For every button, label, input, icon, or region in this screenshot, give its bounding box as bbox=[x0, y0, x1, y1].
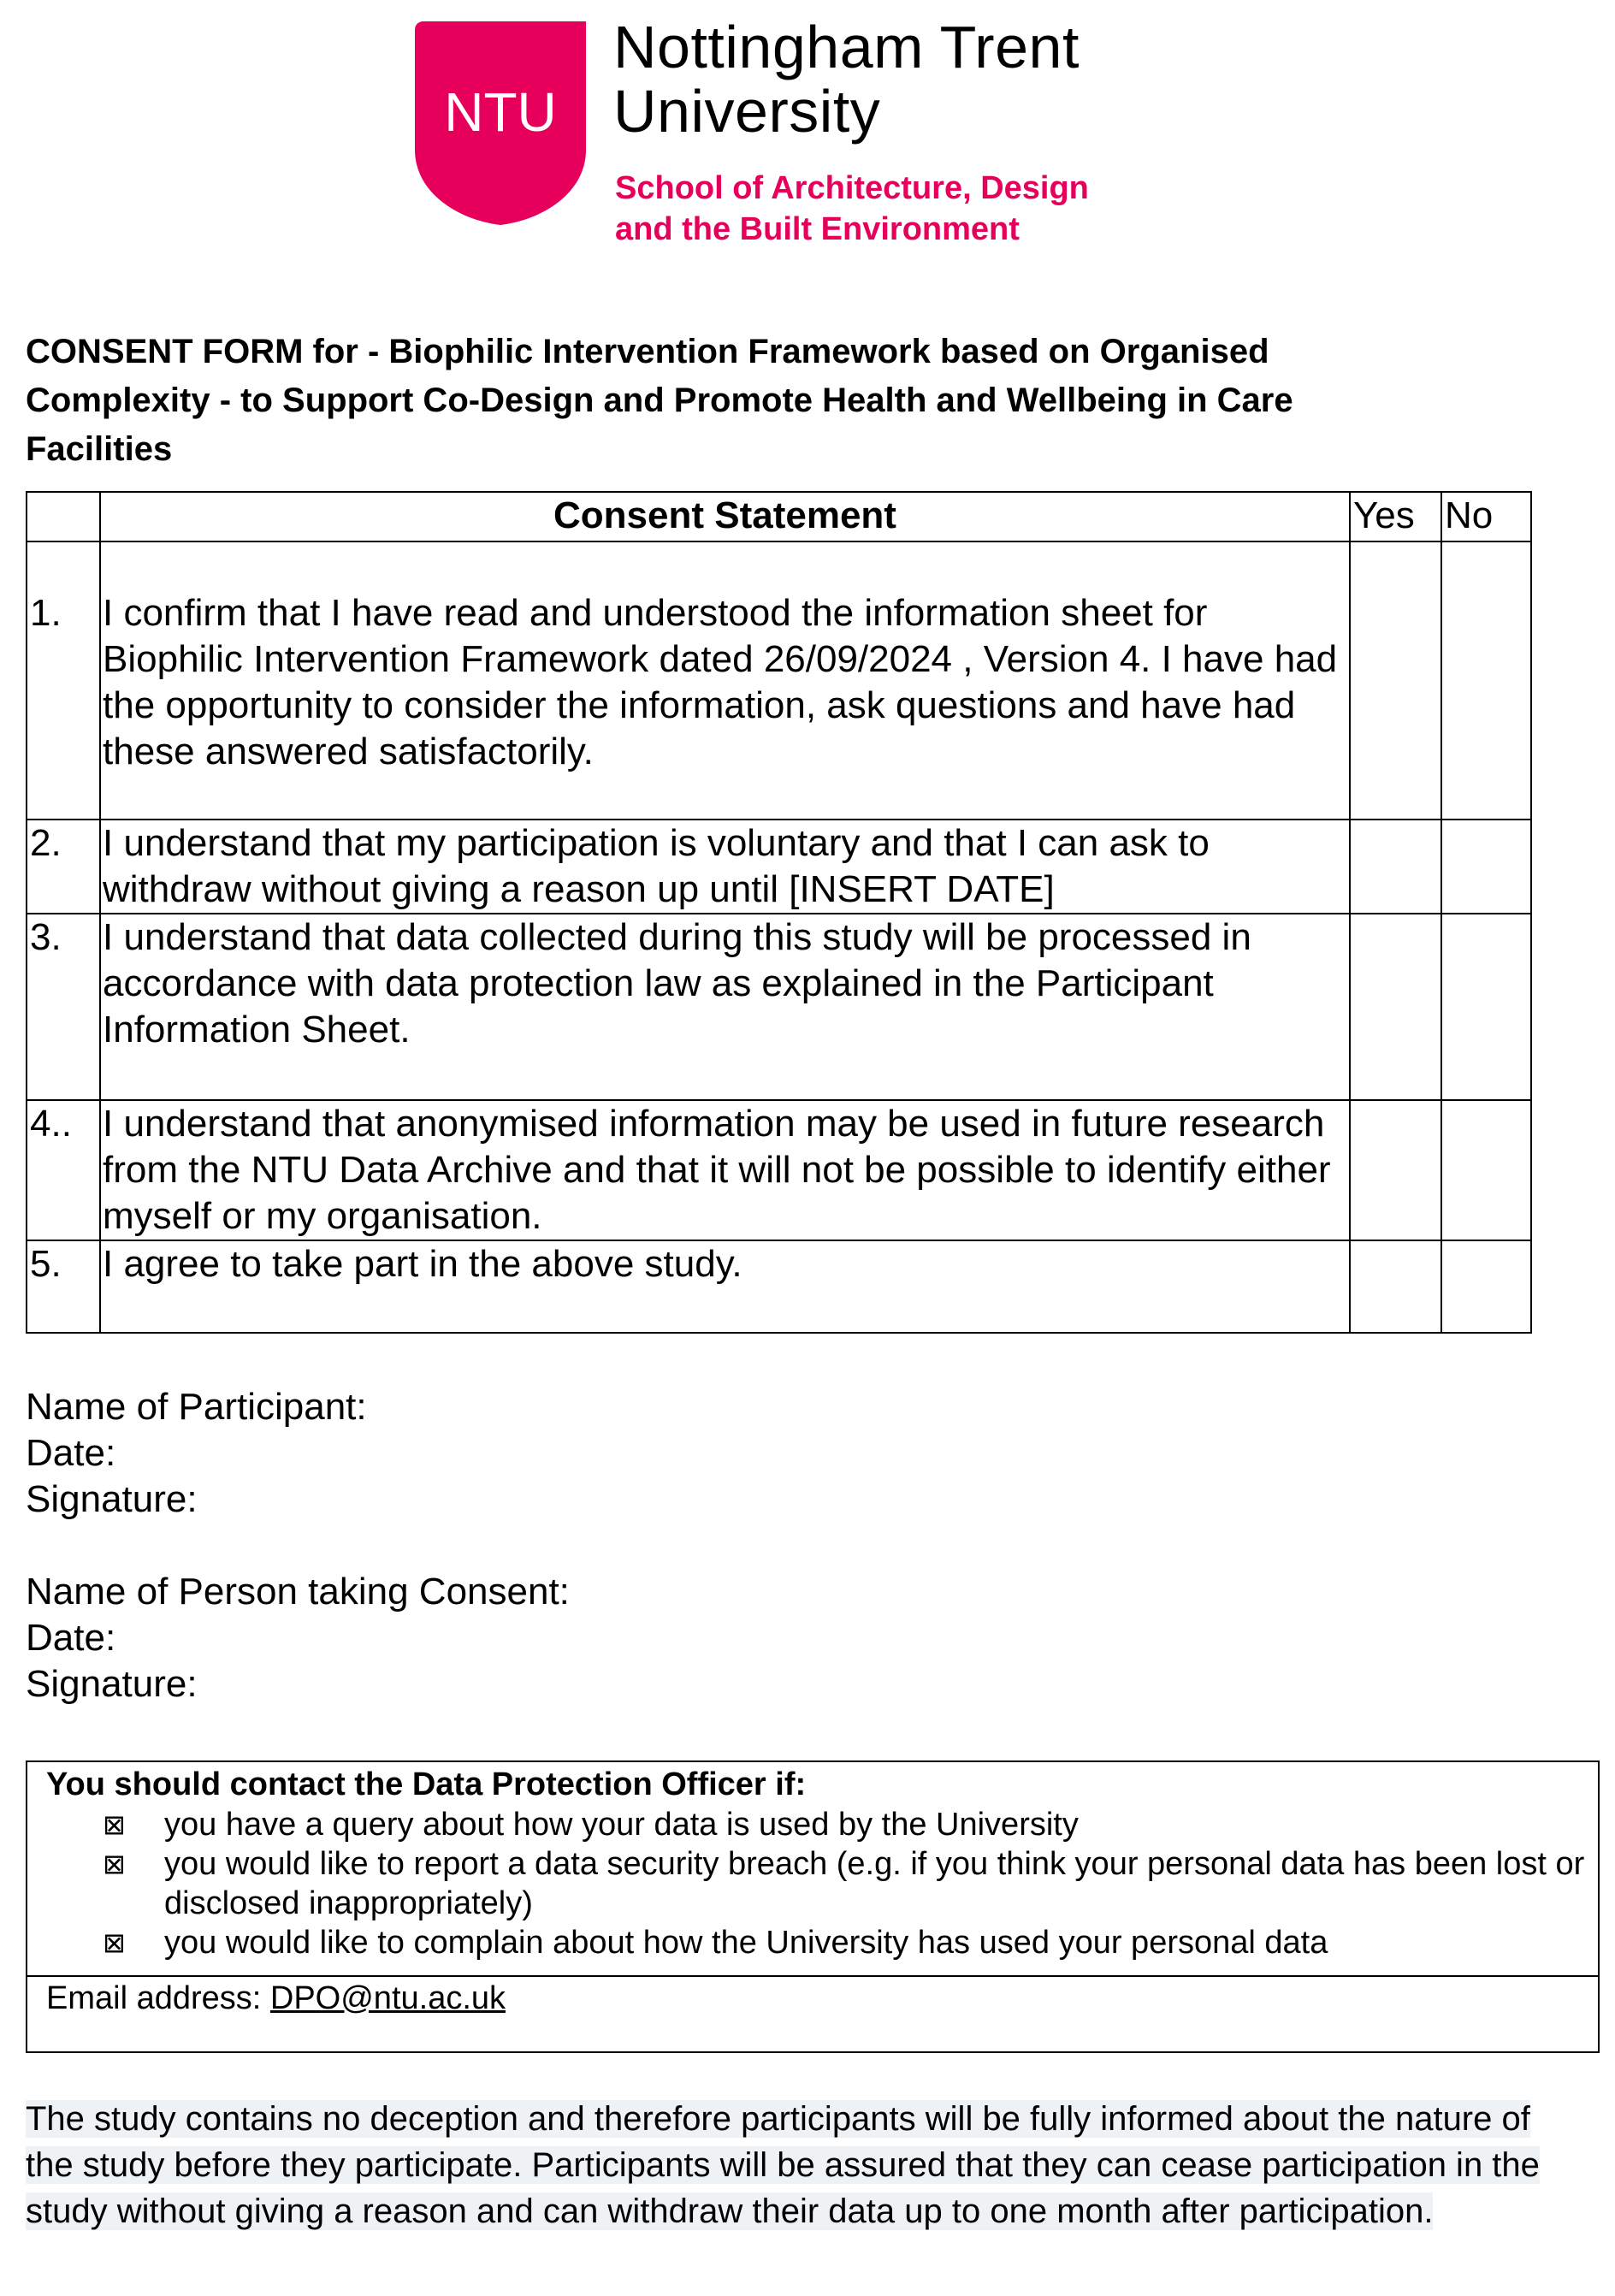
study-note bbox=[26, 2096, 1582, 2234]
list-item bbox=[27, 1805, 1593, 1844]
yes-cell[interactable] bbox=[1350, 820, 1441, 914]
consent-taker-signature-label: Signature: bbox=[26, 1663, 198, 1705]
checkbox-bullet-icon: ⊠ bbox=[103, 1926, 126, 1959]
university-name-line1: Nottingham Trent bbox=[613, 14, 1080, 80]
yes-cell[interactable] bbox=[1350, 914, 1441, 1100]
participant-name-label: Name of Participant: bbox=[26, 1386, 367, 1428]
statement-header: Consent Statement bbox=[100, 492, 1350, 541]
no-cell[interactable] bbox=[1441, 1240, 1531, 1333]
dpo-divider bbox=[27, 1975, 1598, 1977]
yes-header: Yes bbox=[1350, 492, 1441, 541]
form-title: CONSENT FORM for - Biophilic Intervention Framework based on Organised Complexity - to Support Co-Design and Promote Health and Wellbeing in Care Facilities bbox=[26, 333, 1293, 468]
consent-table bbox=[26, 491, 1532, 1334]
consent-taker-name-label: Name of Person taking Consent: bbox=[26, 1571, 570, 1613]
checkbox-bullet-icon: ⊠ bbox=[103, 1808, 126, 1841]
dpo-contact-box bbox=[26, 1760, 1600, 2053]
logo-text: NTU bbox=[444, 81, 557, 143]
checkbox-bullet-icon: ⊠ bbox=[103, 1848, 126, 1880]
dpo-item-text: you would like to complain about how the University has used your personal data bbox=[164, 1925, 1328, 1961]
dpo-email-row bbox=[46, 1978, 506, 2019]
school-name-line1: School of Architecture, Design bbox=[615, 170, 1089, 206]
list-item bbox=[27, 1844, 1593, 1923]
statement-text: I understand that anonymised information may be used in future research from the NTU Data Archive and that it will not be possible to identify either myself or my organisation. bbox=[100, 1100, 1350, 1240]
table-row bbox=[27, 914, 1531, 1100]
dpo-email-link[interactable]: DPO@ntu.ac.uk bbox=[269, 1980, 506, 2016]
no-header: No bbox=[1441, 492, 1531, 541]
participant-fields bbox=[26, 1384, 367, 1523]
study-note-text: The study contains no deception and therefore participants will be fully informed about the nature of the study before they participate. Participants will be assured that they can cease participation in the study without giving a reason and can withdraw their data up to one month after participation. bbox=[26, 2100, 1540, 2230]
participant-signature-label: Signature: bbox=[26, 1478, 198, 1520]
yes-cell[interactable] bbox=[1350, 1240, 1441, 1333]
no-cell[interactable] bbox=[1441, 820, 1531, 914]
table-row bbox=[27, 1100, 1531, 1240]
school-name bbox=[615, 168, 1089, 250]
dpo-list bbox=[27, 1805, 1593, 1962]
dpo-email-label: Email address: bbox=[46, 1980, 270, 2016]
university-name bbox=[613, 15, 1080, 144]
statement-text: I confirm that I have read and understood the information sheet for Biophilic Intervention Framework dated 26/09/2024 , Version 4. I have had the opportunity to consider the information, ask questions and have had these answered satisfactorily. bbox=[100, 541, 1350, 820]
statement-text: I agree to take part in the above study. bbox=[100, 1240, 1350, 1333]
row-number: 5. bbox=[27, 1240, 100, 1333]
no-cell[interactable] bbox=[1441, 1100, 1531, 1240]
table-row bbox=[27, 820, 1531, 914]
consent-taker-date-label: Date: bbox=[26, 1617, 116, 1659]
participant-date-label: Date: bbox=[26, 1432, 116, 1474]
school-name-line2: and the Built Environment bbox=[615, 211, 1020, 247]
no-cell[interactable] bbox=[1441, 914, 1531, 1100]
dpo-title: You should contact the Data Protection Officer if: bbox=[46, 1766, 807, 1802]
yes-cell[interactable] bbox=[1350, 541, 1441, 820]
table-row bbox=[27, 1240, 1531, 1333]
dpo-item-text: you would like to report a data security breach (e.g. if you think your personal data has been lost or disclosed inappropriately) bbox=[164, 1846, 1585, 1921]
row-number: 4.. bbox=[27, 1100, 100, 1240]
table-header-row bbox=[27, 492, 1531, 541]
row-number: 2. bbox=[27, 820, 100, 914]
row-number: 1. bbox=[27, 541, 100, 820]
university-name-line2: University bbox=[613, 78, 881, 145]
dpo-item-text: you have a query about how your data is used by the University bbox=[164, 1807, 1079, 1843]
statement-text: I understand that my participation is voluntary and that I can ask to withdraw without giving a reason up until [INSERT DATE] bbox=[100, 820, 1350, 914]
ntu-logo-shield bbox=[415, 21, 586, 225]
statement-text: I understand that data collected during this study will be processed in accordance with data protection law as explained in the Participant Information Sheet. bbox=[100, 914, 1350, 1100]
table-row bbox=[27, 541, 1531, 820]
number-header-cell bbox=[27, 492, 100, 541]
list-item bbox=[27, 1923, 1593, 1962]
consent-taker-fields bbox=[26, 1569, 570, 1707]
row-number: 3. bbox=[27, 914, 100, 1100]
yes-cell[interactable] bbox=[1350, 1100, 1441, 1240]
no-cell[interactable] bbox=[1441, 541, 1531, 820]
